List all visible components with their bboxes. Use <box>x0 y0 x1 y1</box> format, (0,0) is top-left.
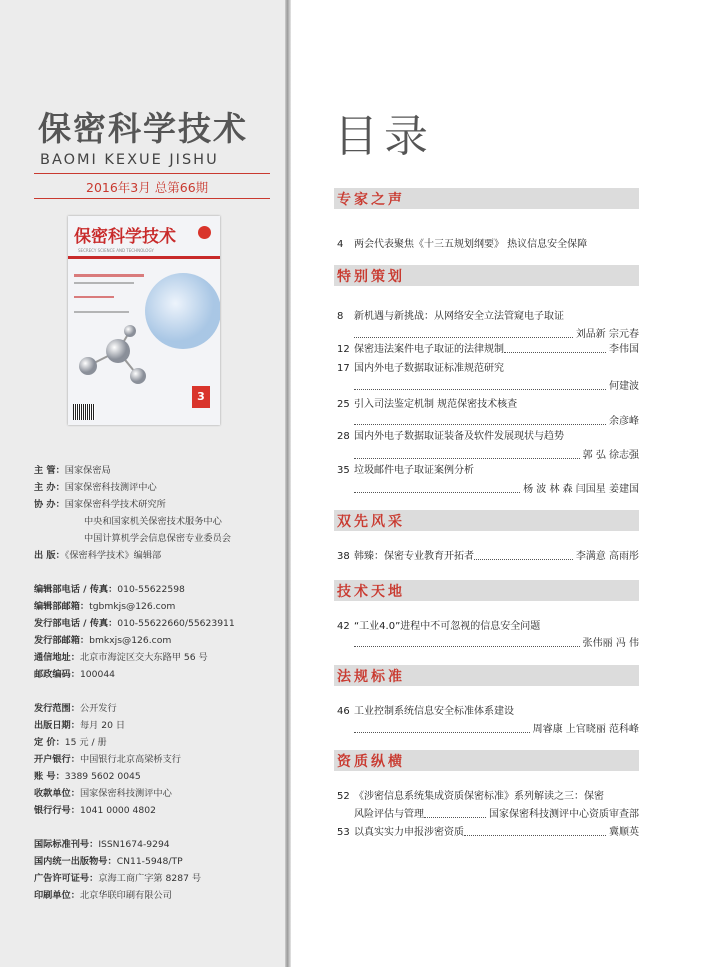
info-value: 京海工商广字第 8287 号 <box>98 873 202 884</box>
section-title: 技术天地 <box>337 584 405 600</box>
toc-entry-line <box>354 483 639 497</box>
toc-page-number: 52 <box>337 791 350 802</box>
info-label: 收款单位： <box>34 788 80 799</box>
info-label: 国际标准刊号： <box>34 839 99 850</box>
info-label: 发行范围： <box>34 703 80 714</box>
info-label: 印刷单位： <box>34 890 80 901</box>
cover-title: 保密科学技术 <box>74 227 176 247</box>
toc-entry-authors: 国家保密科技测评中心资质审查部 <box>489 809 639 820</box>
info-row <box>34 804 156 818</box>
toc-page-number: 53 <box>337 827 350 838</box>
info-row <box>34 481 157 495</box>
info-label: 出 版： <box>34 550 65 561</box>
toc-entry-title: 以真实实力申报涉密资质 <box>354 827 464 838</box>
magazine-title: 保密科学技术 <box>38 109 248 148</box>
toc-entry-title: 保密违法案件电子取证的法律规制 <box>354 344 504 355</box>
section-header <box>334 265 639 286</box>
info-value: 国家保密科技测评中心 <box>64 482 157 493</box>
issue-info: 2016年3月 总第66期 <box>86 180 209 195</box>
toc-entry-title: 垃圾邮件电子取证案例分析 <box>354 465 474 476</box>
info-label: 主 办： <box>34 482 65 493</box>
toc-entry-authors: 杨 波 林 森 闫国星 姜建国 <box>523 484 639 495</box>
toc-title: 目录 <box>334 111 434 162</box>
info-value: 中国计算机学会信息保密专业委员会 <box>84 533 231 544</box>
info-row <box>34 634 171 648</box>
toc-page-number: 12 <box>337 344 350 355</box>
info-label: 广告许可证号： <box>34 873 99 884</box>
toc-entry-authors: 郭 弘 徐志强 <box>582 450 639 461</box>
info-label: 定 价： <box>34 737 65 748</box>
toc-entry-title: 新机遇与新挑战：从网络安全立法管窥电子取证 <box>354 311 564 322</box>
barcode <box>73 404 95 420</box>
info-label: 出版日期： <box>34 720 80 731</box>
leader-dots <box>354 492 520 493</box>
toc-entry-line <box>354 449 639 463</box>
info-value: 每月 20 日 <box>79 720 126 731</box>
section-header <box>334 750 639 771</box>
info-value: 1041 0000 4802 <box>79 805 156 816</box>
section-header <box>334 580 639 601</box>
toc-page-number: 8 <box>337 311 344 322</box>
info-row <box>34 600 175 614</box>
info-value: 《保密科学技术》编辑部 <box>64 550 162 561</box>
info-value: 100044 <box>79 669 116 680</box>
info-value: 国家保密科学技术研究所 <box>64 499 166 510</box>
info-value: 15 元 / 册 <box>64 737 107 748</box>
info-value: 国家保密局 <box>64 465 111 476</box>
toc-page-number: 38 <box>337 551 350 562</box>
toc-entry-title: 《涉密信息系统集成资质保密标准》系列解读之三：保密 <box>354 791 604 802</box>
info-value: 北京市海淀区交大东路甲 56 号 <box>79 652 208 663</box>
info-label: 通信地址： <box>34 652 80 663</box>
toc-entry-line <box>354 343 639 357</box>
leader-dots <box>354 646 580 647</box>
toc-entry-title-cont: 风险评估与管理 <box>354 809 424 820</box>
section-title: 资质纵横 <box>337 754 405 770</box>
info-label: 发行部电话 / 传真： <box>34 618 118 629</box>
section-title: 法规标准 <box>337 669 405 685</box>
toc-entry-line <box>354 637 639 651</box>
cover-subtitle: SECRECY SCIENCE AND TECHNOLOGY <box>78 248 154 253</box>
toc-entry-authors: 冀顺英 <box>609 827 639 838</box>
info-row <box>34 668 115 682</box>
toc-entry-title: 工业控制系统信息安全标准体系建设 <box>354 706 514 717</box>
leader-dots <box>354 337 573 338</box>
info-row <box>34 702 117 716</box>
rule-top <box>34 173 270 174</box>
toc-entry-line <box>354 380 639 394</box>
info-row <box>34 464 111 478</box>
info-label: 编辑部电话 / 传真： <box>34 584 118 595</box>
info-label: 银行行号： <box>34 805 80 816</box>
toc-entry-line <box>354 415 639 429</box>
leader-dots <box>464 835 606 836</box>
section-title: 专家之声 <box>337 192 405 208</box>
info-label: 账 号： <box>34 771 65 782</box>
leader-dots <box>504 352 606 353</box>
info-value: 公开发行 <box>79 703 117 714</box>
toc-entry-authors: 刘品新 宗元春 <box>575 329 639 340</box>
toc-page-number: 4 <box>337 239 344 250</box>
info-label: 主 管： <box>34 465 65 476</box>
cover-image <box>68 216 220 425</box>
info-row <box>34 753 181 767</box>
rule-bottom <box>34 198 270 199</box>
info-value: tgbmkjs@126.com <box>89 601 176 612</box>
toc-page-number: 28 <box>337 431 350 442</box>
info-value: 010-55622660/55623911 <box>117 618 235 629</box>
section-title: 特别策划 <box>337 269 405 285</box>
toc-entry-title: 韩臻：保密专业教育开拓者 <box>354 551 474 562</box>
toc-page-number: 35 <box>337 465 350 476</box>
info-row <box>34 617 235 631</box>
info-value: bmkxjs@126.com <box>89 635 172 646</box>
info-value: ISSN1674-9294 <box>98 839 170 850</box>
section-header <box>334 188 639 209</box>
leader-dots <box>354 458 580 459</box>
toc-entry-authors: 张伟丽 冯 伟 <box>582 638 639 649</box>
toc-page-number: 25 <box>337 399 350 410</box>
toc-entry-line <box>354 808 639 822</box>
leader-dots <box>424 817 486 818</box>
info-value: 北京华联印刷有限公司 <box>79 890 172 901</box>
toc-entry-authors: 周睿康 上官晓丽 范科峰 <box>532 724 639 735</box>
leader-dots <box>354 732 530 733</box>
info-row <box>34 855 183 869</box>
info-label: 开户银行： <box>34 754 80 765</box>
toc-entry-line <box>354 550 639 564</box>
info-label: 编辑部邮箱： <box>34 601 90 612</box>
info-row <box>34 549 161 563</box>
section-header <box>334 510 639 531</box>
info-label: 协 办： <box>34 499 65 510</box>
leader-dots <box>354 424 606 425</box>
toc-entry-authors: 何建波 <box>609 381 639 392</box>
info-label: 国内统一出版物号： <box>34 856 117 867</box>
toc-entry-line <box>354 826 639 840</box>
toc-page-number: 46 <box>337 706 350 717</box>
toc-entry-title: 引入司法鉴定机制 规范保密技术核查 <box>354 399 518 410</box>
toc-entry-authors: 李满意 高雨彤 <box>575 551 639 562</box>
info-row <box>34 838 170 852</box>
info-row <box>34 872 201 886</box>
info-row <box>34 889 172 903</box>
info-row <box>34 719 125 733</box>
leader-dots <box>474 559 573 560</box>
info-label: 邮政编码： <box>34 669 80 680</box>
info-value: 国家保密科技测评中心 <box>79 788 172 799</box>
info-row <box>34 787 172 801</box>
info-row <box>84 532 231 546</box>
info-label: 发行部邮箱： <box>34 635 90 646</box>
toc-entry-authors: 余彦峰 <box>609 416 639 427</box>
toc-entry-line <box>354 723 639 737</box>
info-value: 3389 5602 0045 <box>64 771 141 782</box>
info-row <box>34 770 141 784</box>
info-row <box>34 651 208 665</box>
info-row <box>34 736 107 750</box>
section-header <box>334 665 639 686</box>
toc-entry-title: “工业4.0”进程中不可忽视的信息安全问题 <box>354 621 541 632</box>
info-value: CN11-5948/TP <box>116 856 183 867</box>
section-title: 双先风采 <box>337 514 405 530</box>
info-row <box>34 583 185 597</box>
info-row <box>84 515 222 529</box>
toc-entry-title: 两会代表聚焦《十三五规划纲要》 热议信息安全保障 <box>354 239 588 250</box>
toc-page-number: 42 <box>337 621 350 632</box>
toc-entry-line <box>354 328 639 342</box>
info-value: 010-55622598 <box>117 584 185 595</box>
leader-dots <box>354 389 606 390</box>
toc-entry-title: 国内外电子数据取证装备及软件发展现状与趋势 <box>354 431 564 442</box>
info-value: 中央和国家机关保密技术服务中心 <box>84 516 222 527</box>
toc-entry-authors: 李伟国 <box>609 344 639 355</box>
magazine-pinyin: BAOMI KEXUE JISHU <box>40 152 219 168</box>
info-row <box>34 498 166 512</box>
toc-entry-title: 国内外电子数据取证标准规范研究 <box>354 363 504 374</box>
info-value: 中国银行北京高梁桥支行 <box>79 754 181 765</box>
toc-page-number: 17 <box>337 363 350 374</box>
cover-issue-number: 3 <box>192 386 210 408</box>
